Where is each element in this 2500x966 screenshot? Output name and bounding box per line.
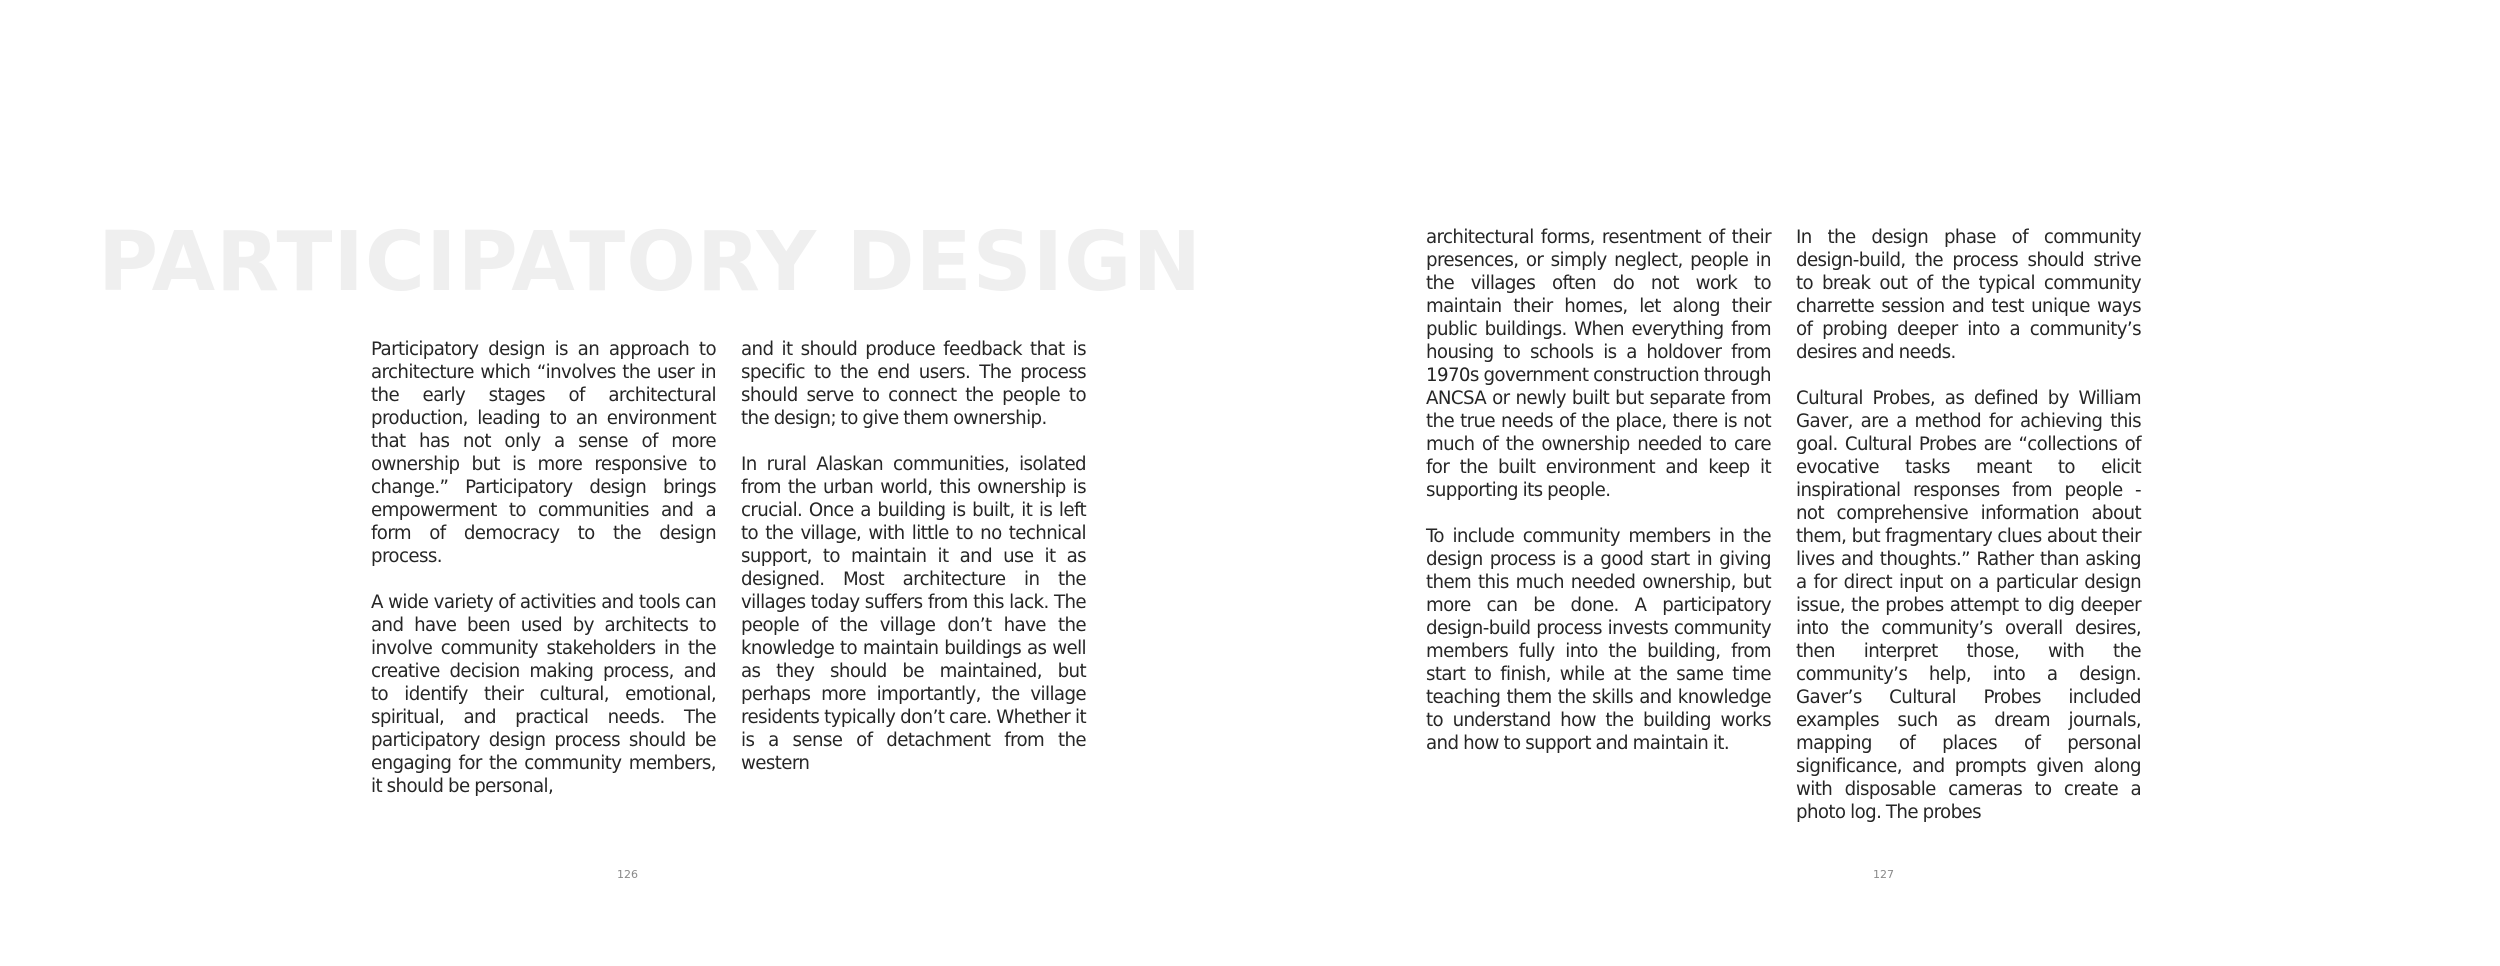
paragraph: and it should produce feedback that is specific to the end users. The process should serve to connect the people to the design; to give them ownership.	[741, 339, 1086, 429]
text-column-2	[741, 338, 1086, 775]
paragraph: A wide variety of activities and tools can and have been used by architects to involve community stakeholders in the creative decision making process, and to identify their cultural, emotional, spiritual, and practical needs. The participatory design process should be engaging for the community members, it should be personal,	[371, 592, 716, 797]
page-number-right: 127	[1873, 868, 1894, 881]
right-page	[1250, 0, 2500, 966]
paragraph: In rural Alaskan communities, isolated from the urban world, this ownership is crucial. Once a building is built, it is left to the village, with little to no technical support, to maintain it and use it as designed. Most architecture in the villages today suffers from this lack. The people of the village don’t have the knowledge to maintain buildings as well as they should be maintained, but perhaps more importantly, the village residents typically don’t care. Whether it is a sense of detachment from the western	[741, 454, 1086, 774]
text-column-1	[371, 338, 716, 798]
paragraph: To include community members in the design process is a good start in giving them this much needed ownership, but more can be done. A participatory design-build process invests community members fully into the building, from start to finish, while at the same time teaching them the skills and knowledge to understand how the building works and how to support and maintain it.	[1426, 526, 1771, 754]
paragraph: In the design phase of community design-build, the process should strive to break out of the typical community charrette session and test unique ways of probing deeper into a community’s desires and needs.	[1796, 227, 2141, 363]
paragraph: Participatory design is an approach to architecture which “involves the user in the early stages of architectural production, leading to an environment that has not only a sense of more ownership but is more responsive to change.” Participatory design brings empowerment to communities and a form of democracy to the design process.	[371, 339, 716, 567]
page-number-left: 126	[617, 868, 638, 881]
paragraph: Cultural Probes, as defined by William Gaver, are a method for achieving this goal. Cultural Probes are “collections of evocative tasks meant to elicit inspirational responses from people - not comprehensive information about them, but fragmentary clues about their lives and thoughts.” Rather than asking a for direct input on a particular design issue, the probes attempt to dig deeper into the community’s overall desires, then interpret those, with the community’s help, into a design. Gaver’s Cultural Probes included examples such as dream journals, mapping of places of personal significance, and prompts given along with disposable cameras to create a photo log. The probes	[1796, 388, 2141, 823]
section-title: PARTICIPATORY DESIGN	[98, 215, 1203, 310]
text-column-4	[1796, 226, 2141, 824]
text-column-3	[1426, 226, 1771, 755]
paragraph: architectural forms, resentment of their presences, or simply neglect, people in the villages often do not work to maintain their homes, let along their public buildings. When everything from housing to schools is a holdover from 1970s government construction through ANCSA or newly built but separate from the true needs of the place, there is not much of the ownership needed to care for the built environment and keep it supporting its people.	[1426, 227, 1771, 501]
